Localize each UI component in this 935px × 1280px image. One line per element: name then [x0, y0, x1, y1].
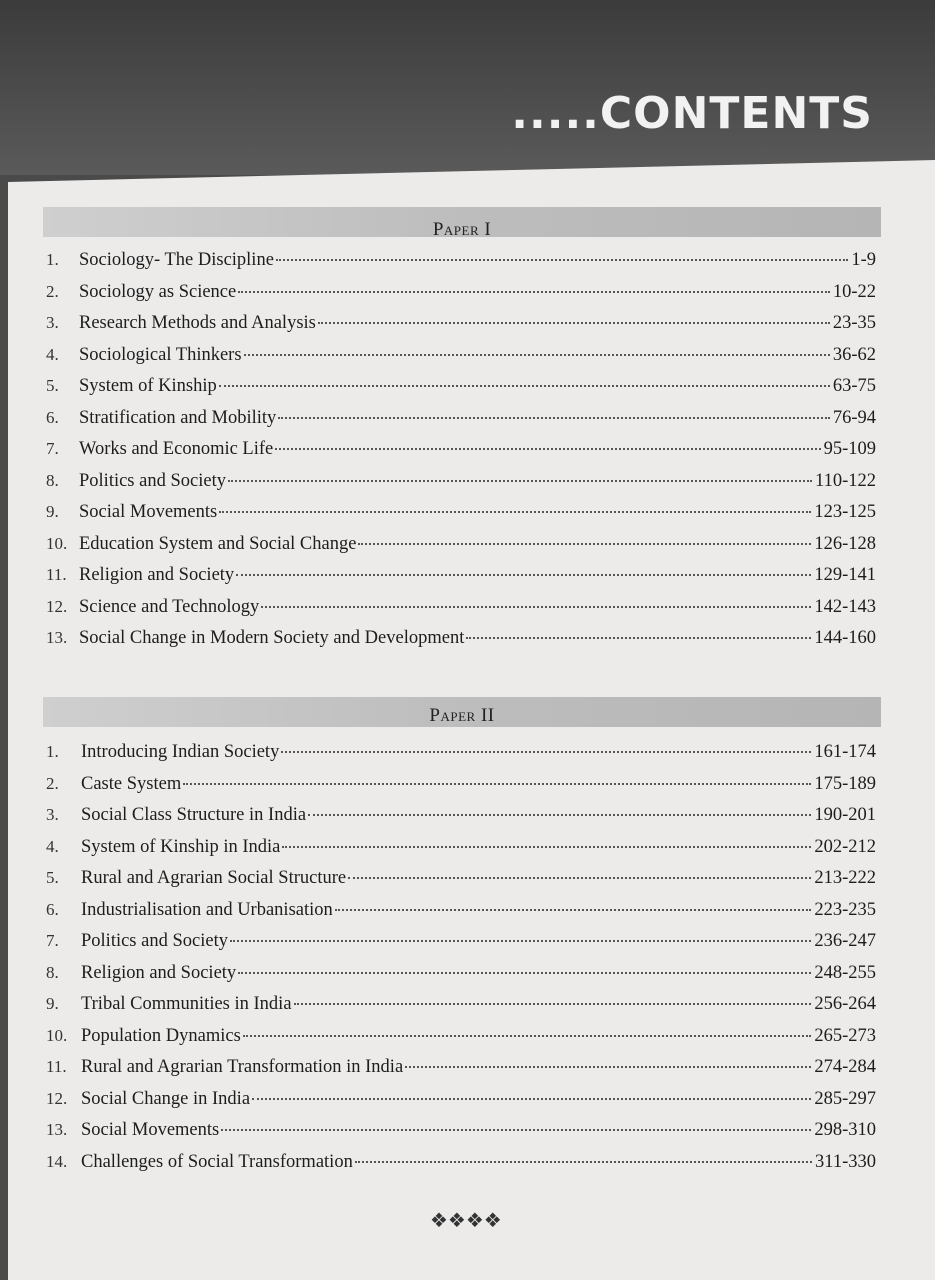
- toc-row: [46, 534, 876, 566]
- dot-leader: [355, 1161, 812, 1163]
- dot-leader: [318, 322, 830, 324]
- toc-item-pages: 76-94: [832, 407, 876, 428]
- paper-1-bar: [43, 207, 881, 240]
- toc-item-number: 1.: [46, 742, 59, 761]
- toc-row: [46, 1089, 876, 1121]
- toc-item-title: Social Change in Modern Society and Development: [79, 628, 465, 648]
- toc-item-number: 9.: [46, 994, 59, 1013]
- toc-item-pages: 298-310: [814, 1120, 876, 1140]
- dot-leader: [276, 259, 848, 261]
- toc-item-number: 1.: [46, 250, 59, 269]
- dot-leader: [261, 606, 811, 608]
- toc-item-title: Sociology- The Discipline: [79, 250, 274, 270]
- paper-2-label: Paper II: [429, 705, 495, 726]
- toc-item-title: Sociology as Science: [79, 281, 237, 302]
- toc-item-number: 2.: [46, 773, 59, 793]
- toc-item-number: 5.: [46, 376, 59, 395]
- toc-item-number: 13.: [46, 628, 68, 647]
- toc-item-title: Tribal Communities in India: [81, 994, 292, 1014]
- dot-leader: [252, 1098, 811, 1100]
- contents-title: .....CONTENTS: [511, 88, 873, 139]
- toc-item-title: Religion and Society: [79, 565, 235, 585]
- toc-item-number: 3.: [46, 805, 59, 824]
- toc-item-pages: 248-255: [814, 962, 876, 983]
- toc-item-pages: 142-143: [814, 596, 876, 617]
- toc-item-number: 12.: [46, 1088, 68, 1108]
- toc-item-pages: 1-9: [851, 250, 876, 270]
- toc-item-number: 4.: [46, 344, 59, 364]
- dot-leader: [238, 291, 830, 293]
- toc-item-pages: 110-122: [815, 470, 876, 491]
- dot-leader: [221, 1129, 811, 1131]
- toc-item-number: 7.: [46, 439, 59, 458]
- dot-leader: [348, 877, 811, 879]
- toc-item-title: Social Change in India: [81, 1088, 251, 1109]
- dot-leader: [243, 1035, 812, 1037]
- toc-item-number: 13.: [46, 1120, 68, 1139]
- toc-item-title: Politics and Society: [81, 931, 228, 951]
- dot-leader: [219, 511, 811, 513]
- toc-row: [46, 597, 876, 629]
- dot-leader: [230, 940, 811, 942]
- paper-1-toc: [46, 250, 876, 660]
- dot-leader: [281, 751, 811, 753]
- toc-item-pages: 63-75: [832, 376, 876, 396]
- toc-row: [46, 345, 876, 377]
- toc-item-pages: 190-201: [814, 805, 876, 825]
- toc-item-number: 10.: [46, 1025, 68, 1045]
- toc-row: [46, 1057, 876, 1089]
- toc-item-pages: 213-222: [814, 868, 876, 888]
- toc-row: [46, 471, 876, 503]
- toc-item-number: 14.: [46, 1151, 68, 1171]
- toc-row: [46, 250, 876, 282]
- paper-2-toc: [46, 742, 876, 1183]
- toc-row: [46, 1152, 876, 1184]
- toc-item-number: 4.: [46, 836, 59, 856]
- toc-item-title: System of Kinship in India: [81, 836, 281, 857]
- dot-leader: [308, 814, 811, 816]
- toc-row: [46, 868, 876, 900]
- toc-item-pages: 256-264: [814, 994, 876, 1014]
- paper-2-bar: [43, 697, 881, 727]
- toc-item-number: 10.: [46, 533, 68, 553]
- toc-row: [46, 742, 876, 774]
- dot-leader: [244, 354, 830, 356]
- toc-item-pages: 265-273: [814, 1025, 876, 1046]
- toc-item-pages: 10-22: [832, 281, 876, 302]
- toc-item-pages: 202-212: [814, 836, 876, 857]
- toc-item-number: 2.: [46, 281, 59, 301]
- dot-leader: [294, 1003, 812, 1005]
- toc-item-title: Industrialisation and Urbanisation: [81, 899, 333, 920]
- toc-item-title: Religion and Society: [81, 962, 237, 983]
- toc-item-pages: 236-247: [814, 931, 876, 951]
- toc-item-number: 5.: [46, 868, 59, 887]
- toc-item-number: 7.: [46, 931, 59, 950]
- toc-item-number: 11.: [46, 565, 67, 584]
- toc-item-number: 11.: [46, 1057, 67, 1076]
- toc-item-title: Works and Economic Life: [79, 439, 274, 459]
- toc-item-pages: 126-128: [814, 533, 876, 554]
- toc-item-number: 9.: [46, 502, 59, 521]
- toc-item-pages: 161-174: [814, 742, 876, 762]
- toc-item-title: Introducing Indian Society: [81, 742, 280, 762]
- dot-leader: [358, 543, 811, 545]
- dot-leader: [238, 972, 811, 974]
- toc-item-title: Sociological Thinkers: [79, 344, 242, 365]
- toc-row: [46, 931, 876, 963]
- dot-leader: [275, 448, 820, 450]
- toc-item-title: Caste System: [81, 773, 182, 794]
- toc-item-title: Social Movements: [79, 502, 218, 522]
- toc-item-number: 6.: [46, 899, 59, 919]
- toc-item-number: 3.: [46, 313, 59, 332]
- toc-item-pages: 36-62: [832, 344, 876, 365]
- footer-ornament: ❖❖❖❖: [430, 1210, 502, 1232]
- toc-row: [46, 837, 876, 869]
- toc-item-pages: 223-235: [814, 899, 876, 920]
- toc-item-pages: 23-35: [832, 313, 876, 333]
- toc-item-pages: 175-189: [814, 773, 876, 794]
- dot-leader: [466, 637, 811, 639]
- toc-item-pages: 129-141: [814, 565, 876, 585]
- toc-item-title: Research Methods and Analysis: [79, 313, 316, 333]
- toc-row: [46, 963, 876, 995]
- toc-item-title: Science and Technology: [79, 596, 260, 617]
- toc-item-title: Challenges of Social Transformation: [81, 1151, 353, 1172]
- toc-row: [46, 282, 876, 314]
- dot-leader: [335, 909, 812, 911]
- dot-leader: [236, 574, 811, 576]
- dot-leader: [183, 783, 811, 785]
- toc-item-number: 8.: [46, 962, 59, 982]
- toc-row: [46, 313, 876, 345]
- toc-row: [46, 376, 876, 408]
- toc-item-pages: 285-297: [814, 1088, 876, 1109]
- toc-item-number: 8.: [46, 470, 59, 490]
- toc-item-title: Education System and Social Change: [79, 533, 357, 554]
- toc-item-pages: 144-160: [814, 628, 876, 648]
- toc-item-pages: 311-330: [815, 1151, 876, 1172]
- toc-item-pages: 123-125: [814, 502, 876, 522]
- toc-item-title: Rural and Agrarian Transformation in India: [81, 1057, 404, 1077]
- toc-item-number: 6.: [46, 407, 59, 427]
- toc-item-number: 12.: [46, 596, 68, 616]
- toc-row: [46, 628, 876, 660]
- toc-item-title: Social Movements: [81, 1120, 220, 1140]
- toc-item-title: Rural and Agrarian Social Structure: [81, 868, 347, 888]
- toc-row: [46, 1120, 876, 1152]
- paper-1-label: Paper I: [432, 219, 492, 240]
- toc-row: [46, 994, 876, 1026]
- toc-row: [46, 900, 876, 932]
- dot-leader: [405, 1066, 811, 1068]
- dot-leader: [282, 846, 811, 848]
- toc-row: [46, 774, 876, 806]
- toc-row: [46, 408, 876, 440]
- toc-item-title: Social Class Structure in India: [81, 805, 307, 825]
- toc-item-pages: 95-109: [823, 439, 876, 459]
- toc-row: [46, 502, 876, 534]
- toc-row: [46, 1026, 876, 1058]
- toc-item-title: System of Kinship: [79, 376, 217, 396]
- toc-item-pages: 274-284: [814, 1057, 876, 1077]
- dot-leader: [278, 417, 830, 419]
- dot-leader: [219, 385, 830, 387]
- toc-item-title: Population Dynamics: [81, 1025, 241, 1046]
- toc-item-title: Politics and Society: [79, 470, 226, 491]
- dot-leader: [228, 480, 812, 482]
- toc-item-title: Stratification and Mobility: [79, 407, 277, 428]
- toc-row: [46, 805, 876, 837]
- toc-row: [46, 439, 876, 471]
- toc-row: [46, 565, 876, 597]
